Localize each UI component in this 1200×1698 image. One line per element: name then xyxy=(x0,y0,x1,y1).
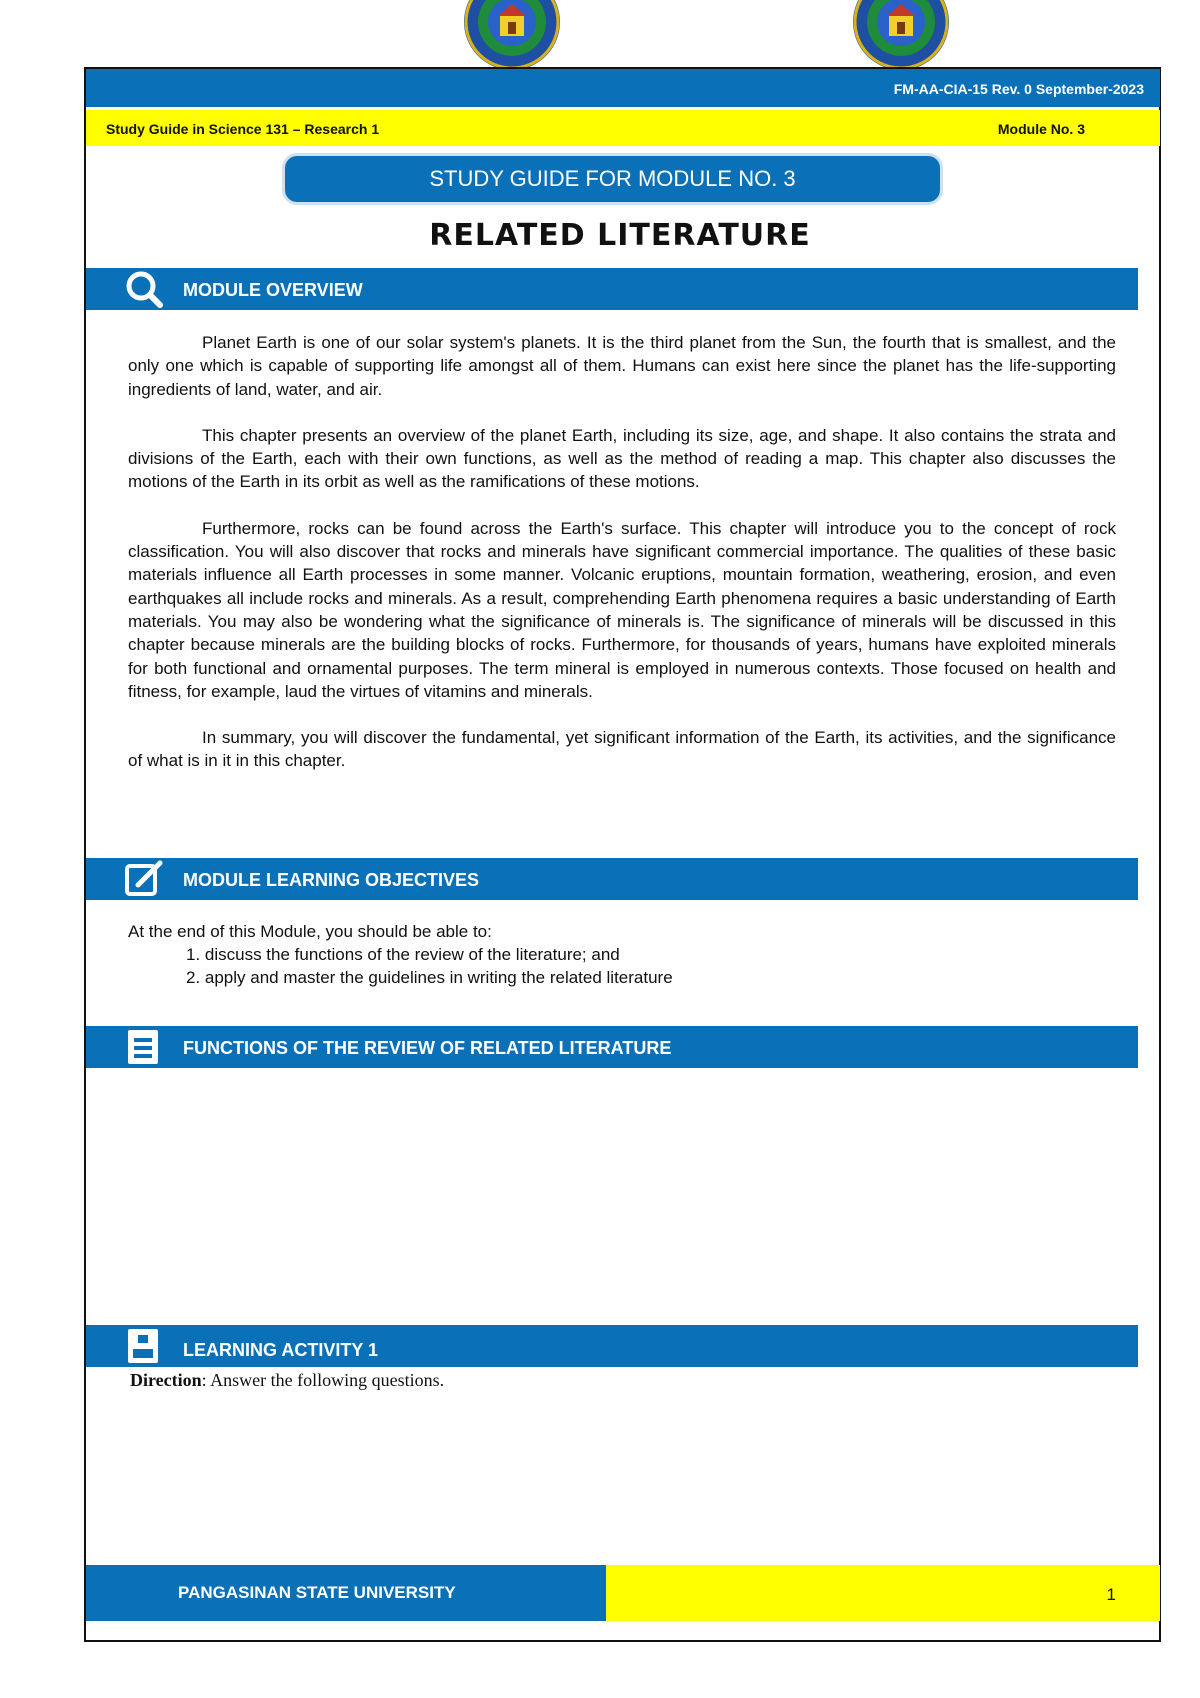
objective-item: 1. discuss the functions of the review of the literature; and xyxy=(186,945,620,964)
direction-label: Direction xyxy=(130,1370,202,1390)
edit-pencil-icon xyxy=(124,860,166,898)
objectives-intro: At the end of this Module, you should be able to: xyxy=(128,922,492,941)
activity-direction xyxy=(130,1370,444,1391)
overview-text xyxy=(128,331,1116,796)
page-number: 1 xyxy=(1106,1585,1116,1604)
header-bar xyxy=(86,69,1160,107)
page-title: RELATED LITERATURE xyxy=(429,218,811,253)
section-module-overview xyxy=(86,268,1138,310)
section-learning-objectives xyxy=(86,858,1138,900)
section-title: LEARNING ACTIVITY 1 xyxy=(183,1340,379,1360)
section-learning-activity xyxy=(86,1325,1138,1367)
overview-paragraph: In summary, you will discover the fundamental, yet significant information of the Earth, its activities, and the significance of what is in it in this chapter. xyxy=(128,728,1116,771)
clipboard-icon xyxy=(124,1327,166,1365)
footer-page-bar xyxy=(606,1565,1160,1621)
study-guide-label: Study Guide in Science 131 – Research 1 xyxy=(106,121,380,137)
section-title: MODULE OVERVIEW xyxy=(183,280,363,300)
overview-paragraph: This chapter presents an overview of the planet Earth, including its size, age, and shape. It also contains the strata and divisions of the Earth, each with their own functions, as well as the method of reading a map. This chapter also discusses the motions of the Earth in its orbit as well as the ramifications of these motions. xyxy=(128,425,1116,492)
direction-text: : Answer the following questions. xyxy=(201,1370,445,1390)
university-seal-left xyxy=(462,0,562,70)
document-icon xyxy=(124,1028,166,1066)
magnifier-icon xyxy=(124,270,166,308)
form-code: FM-AA-CIA-15 Rev. 0 September-2023 xyxy=(893,81,1144,97)
university-seal-right xyxy=(851,0,951,70)
overview-paragraph: Planet Earth is one of our solar system's planets. It is the third planet from the Sun, the fourth that is smallest, and the only one which is capable of supporting life amongst all of them. Humans can exist here since the planet has the life-supporting ingredients of land, water, and air. xyxy=(128,333,1116,399)
objective-item: 2. apply and master the guidelines in writing the related literature xyxy=(186,968,673,987)
module-number: Module No. 3 xyxy=(997,121,1085,137)
section-title: MODULE LEARNING OBJECTIVES xyxy=(183,870,480,890)
subheader-bar xyxy=(86,110,1160,146)
objectives-list xyxy=(128,920,673,989)
overview-paragraph: Furthermore, rocks can be found across the Earth's surface. This chapter will introduce you to the concept of rock classification. You will also discover that rocks and minerals have significant commercial importance. The qualities of these basic materials influence all Earth processes in some manner. Volcanic eruptions, mountain formation, weathering, erosion, and even earthquakes all include rocks and minerals. As a result, comprehending Earth phenomena requires a basic understanding of Earth materials. You may also be wondering what the significance of minerals is. The significance of minerals will be discussed in this chapter because minerals are the building blocks of rocks. Furthermore, for thousands of years, humans have exploited minerals for both functional and ornamental purposes. The term mineral is employed in numerous contexts. Those focused on health and fitness, for example, laud the virtues of vitamins and minerals. xyxy=(128,518,1116,701)
section-functions xyxy=(86,1026,1138,1068)
footer-university-bar xyxy=(86,1565,606,1621)
study-guide-banner: STUDY GUIDE FOR MODULE NO. 3 xyxy=(285,156,940,202)
university-name: PANGASINAN STATE UNIVERSITY xyxy=(178,1583,456,1602)
section-title: FUNCTIONS OF THE REVIEW OF RELATED LITERATURE xyxy=(183,1038,672,1058)
